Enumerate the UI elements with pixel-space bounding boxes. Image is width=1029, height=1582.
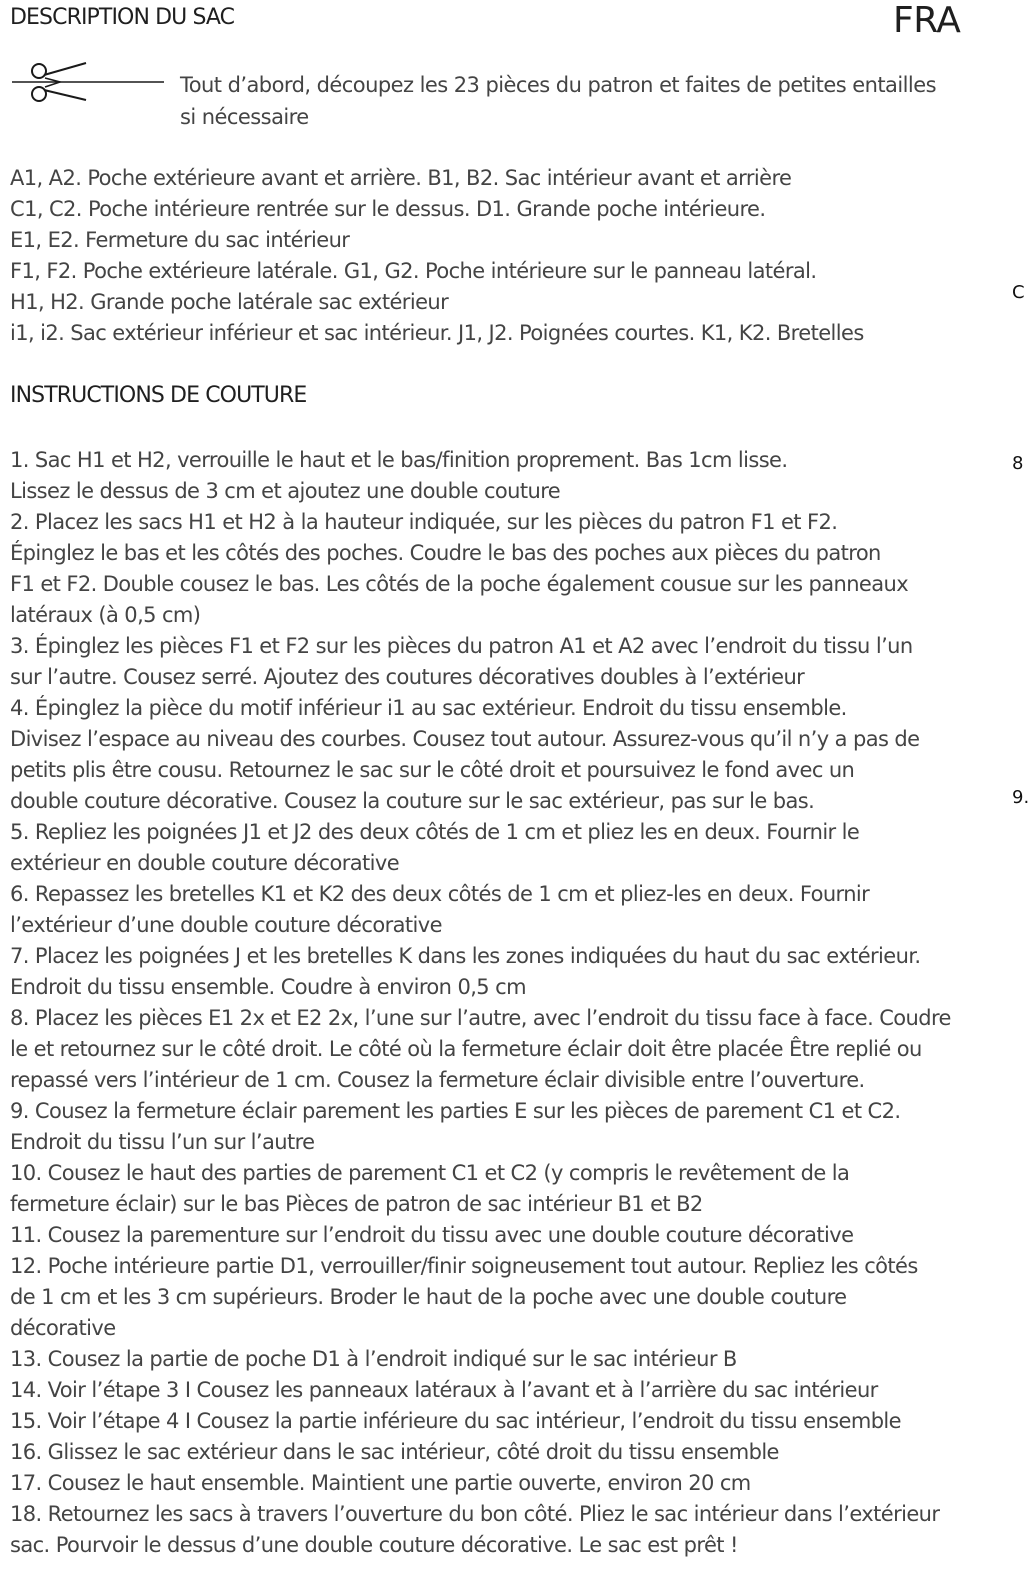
instruction-line: le et retournez sur le côté droit. Le côté où la fermeture éclair doit être placée Être replié ou [10, 1037, 922, 1061]
instruction-line: 6. Repassez les bretelles K1 et K2 des deux côtés de 1 cm et pliez-les en deux. Fournir [10, 882, 870, 906]
instruction-line: fermeture éclair) sur le bas Pièces de patron de sac intérieur B1 et B2 [10, 1192, 703, 1216]
instruction-line: 18. Retournez les sacs à travers l’ouverture du bon côté. Pliez le sac intérieur dans l’extérieur [10, 1502, 940, 1526]
section-title-instructions: INSTRUCTIONS DE COUTURE [10, 383, 307, 408]
instruction-line: 12. Poche intérieure partie D1, verrouiller/finir soigneusement tout autour. Repliez les côtés [10, 1254, 918, 1278]
instruction-line: sur l’autre. Cousez serré. Ajoutez des coutures décoratives doubles à l’extérieur [10, 665, 805, 689]
intro-line: si nécessaire [180, 105, 309, 129]
instruction-line: 11. Cousez la parementure sur l’endroit du tissu avec une double couture décorative [10, 1223, 854, 1247]
instruction-line: Endroit du tissu l’un sur l’autre [10, 1130, 315, 1154]
instruction-line: 16. Glissez le sac extérieur dans le sac intérieur, côté droit du tissu ensemble [10, 1440, 779, 1464]
language-code: FRA [893, 0, 961, 41]
instruction-line: 3. Épinglez les pièces F1 et F2 sur les pièces du patron A1 et A2 avec l’endroit du tissu l’un [10, 634, 913, 658]
instruction-line: décorative [10, 1316, 116, 1340]
instruction-line: extérieur en double couture décorative [10, 851, 400, 875]
intro-text [180, 69, 1015, 133]
instruction-line: Épinglez le bas et les côtés des poches. Coudre le bas des poches aux pièces du patron [10, 541, 881, 565]
instruction-line: sac. Pourvoir le dessus d’une double couture décorative. Le sac est prêt ! [10, 1533, 738, 1557]
instruction-line: petits plis être cousu. Retournez le sac sur le côté droit et poursuivez le fond avec un [10, 758, 855, 782]
instruction-line: 10. Cousez le haut des parties de parement C1 et C2 (y compris le revêtement de la [10, 1161, 850, 1185]
instruction-line: Endroit du tissu ensemble. Coudre à environ 0,5 cm [10, 975, 526, 999]
instruction-line: 17. Cousez le haut ensemble. Maintient une partie ouverte, environ 20 cm [10, 1471, 751, 1495]
margin-fragment: 9. [1012, 787, 1029, 808]
piece-line: i1, i2. Sac extérieur inférieur et sac intérieur. J1, J2. Poignées courtes. K1, K2. Bretelles [10, 321, 864, 345]
instruction-line: F1 et F2. Double cousez le bas. Les côtés de la poche également cousue sur les panneaux [10, 572, 909, 596]
instruction-line: 8. Placez les pièces E1 2x et E2 2x, l’une sur l’autre, avec l’endroit du tissu face à face. Coudre [10, 1006, 951, 1030]
instruction-line: 14. Voir l’étape 3 I Cousez les panneaux latéraux à l’avant et à l’arrière du sac intérieur [10, 1378, 878, 1402]
instruction-line: 5. Repliez les poignées J1 et J2 des deux côtés de 1 cm et pliez les en deux. Fournir le [10, 820, 860, 844]
margin-fragment: 8 [1012, 453, 1024, 474]
intro-line: Tout d’abord, découpez les 23 pièces du patron et faites de petites entailles [180, 73, 936, 97]
pieces-list [10, 163, 1020, 349]
instruction-line: Divisez l’espace au niveau des courbes. Cousez tout autour. Assurez-vous qu’il n’y a pas de [10, 727, 920, 751]
instruction-line: 9. Cousez la fermeture éclair parement les parties E sur les pièces de parement C1 et C2. [10, 1099, 901, 1123]
instruction-line: 4. Épinglez la pièce du motif inférieur i1 au sac extérieur. Endroit du tissu ensemble. [10, 696, 847, 720]
piece-line: C1, C2. Poche intérieure rentrée sur le dessus. D1. Grande poche intérieure. [10, 197, 766, 221]
piece-line: H1, H2. Grande poche latérale sac extérieur [10, 290, 449, 314]
instruction-line: repassé vers l’intérieur de 1 cm. Cousez la fermeture éclair divisible entre l’ouverture. [10, 1068, 865, 1092]
piece-line: F1, F2. Poche extérieure latérale. G1, G2. Poche intérieure sur le panneau latéral. [10, 259, 817, 283]
instructions-list [10, 445, 1020, 1561]
instruction-line: double couture décorative. Cousez la couture sur le sac extérieur, pas sur le bas. [10, 789, 815, 813]
instruction-line: latéraux (à 0,5 cm) [10, 603, 201, 627]
instruction-line: l’extérieur d’une double couture décorative [10, 913, 442, 937]
margin-fragment: C [1012, 282, 1025, 303]
instruction-line: 13. Cousez la partie de poche D1 à l’endroit indiqué sur le sac intérieur B [10, 1347, 737, 1371]
section-title-description: DESCRIPTION DU SAC [10, 5, 235, 30]
instruction-line: 1. Sac H1 et H2, verrouille le haut et le bas/finition proprement. Bas 1cm lisse. [10, 448, 788, 472]
scissors-cut-line-icon [8, 60, 168, 104]
piece-line: A1, A2. Poche extérieure avant et arrière. B1, B2. Sac intérieur avant et arrière [10, 166, 792, 190]
instruction-line: Lissez le dessus de 3 cm et ajoutez une double couture [10, 479, 561, 503]
instruction-line: 7. Placez les poignées J et les bretelles K dans les zones indiquées du haut du sac extérieur. [10, 944, 921, 968]
piece-line: E1, E2. Fermeture du sac intérieur [10, 228, 350, 252]
instruction-line: de 1 cm et les 3 cm supérieurs. Broder le haut de la poche avec une double couture [10, 1285, 847, 1309]
instruction-line: 15. Voir l’étape 4 I Cousez la partie inférieure du sac intérieur, l’endroit du tissu ensemble [10, 1409, 901, 1433]
instruction-line: 2. Placez les sacs H1 et H2 à la hauteur indiquée, sur les pièces du patron F1 et F2. [10, 510, 838, 534]
